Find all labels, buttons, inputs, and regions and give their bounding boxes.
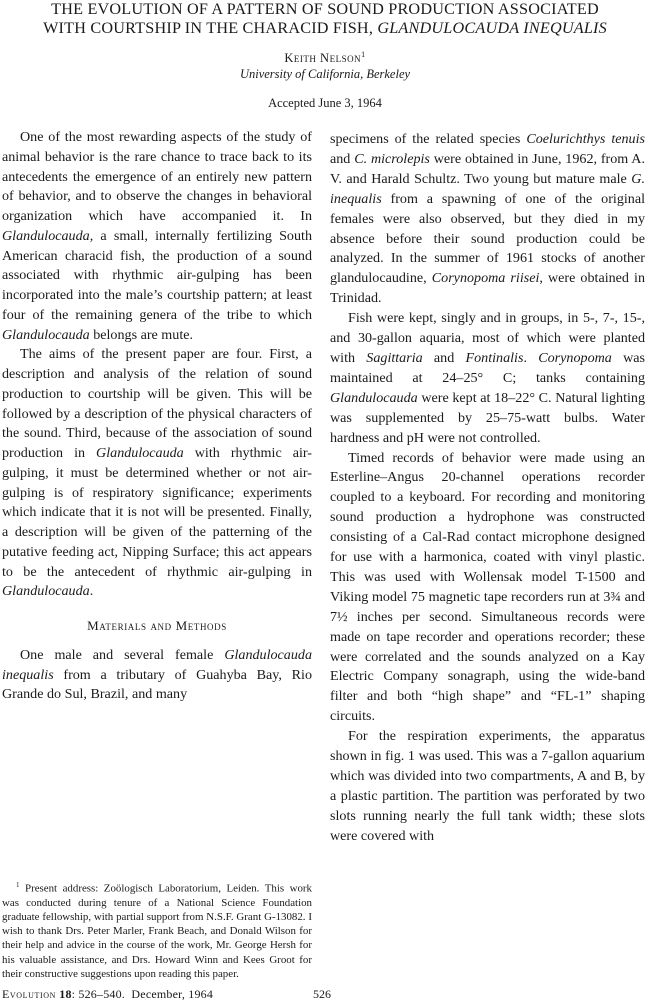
text-run: One male and several female xyxy=(20,646,225,663)
italic-run: Glandulocauda xyxy=(330,389,418,406)
text-run: . xyxy=(523,349,539,366)
footnote-text xyxy=(2,878,312,981)
italic-run: Glandulocauda inequalis xyxy=(2,646,312,683)
text-run: The aims of the present paper are four. First, a description and analysis of the relation of sound production to courtship will be given. This will be followed by a description of the physical characters of the sound. Third, because of the association of sound production in xyxy=(2,346,312,461)
text-run: was maintained at 24–25° C; tanks containing xyxy=(330,349,645,386)
page-number: 526 xyxy=(313,987,331,1001)
methods-paragraph-2 xyxy=(330,309,645,448)
italic-run: Glandulocauda xyxy=(96,445,184,461)
italic-run: Corynopoma riisei xyxy=(431,270,540,287)
text-run: . xyxy=(89,583,94,600)
intro-paragraph-1 xyxy=(2,128,312,345)
italic-run: G. inequalis xyxy=(330,170,645,207)
text-run: and xyxy=(422,349,466,366)
italic-run: Corynopoma xyxy=(538,349,612,366)
methods-paragraph-1 xyxy=(2,646,312,705)
text-run: and xyxy=(330,150,355,167)
author-footnote-mark: 1 xyxy=(361,50,366,59)
text-run: Present address: Zoölogisch Laboratorium, Leiden. This work was conducted during tenure of a National Science Foundation graduate fellowship, with partial support from N.S.F. Grant G-13082. I wish to thank Drs. Peter Marler, Frank Beach, and Donald Wilson for their help and advice in the course of the work, Mr. George Hersh for his valuable assistance, and Drs. Howard Winn and Kees Groot for their constructive suggestions upon reading this paper. xyxy=(2,882,312,980)
text-run: , were obtained in Trinidad. xyxy=(330,270,645,307)
methods-paragraph-3: Timed records of behavior were made using an Esterline–Angus 20-channel operations recorder coupled to a keyboard. For recording and monitoring sound production a hydrophone was constructed consisting of a Cal-Rad contact microphone designed for use with a harmonica, coated with vinyl plastic. This was used with Wollensak model T-1500 and Viking model 75 magnetic tape recorders run at 3¾ and 7½ inches per second. Simultaneous records were made on tape recorder and operations recorder; these were correlated and the sounds analyzed on a Kay Electric Company sonagraph, using the wide-band filter and both “high shape” and “FL-1” shaping circuits. xyxy=(330,449,645,725)
text-run: One of the most rewarding aspects of the study of animal behavior is the rare chance to trace back to its antecedents the emergence of an entirely new pattern of behavior, and to observe the changes in behavioral organization which have accompanied it. In xyxy=(2,129,312,224)
text-run: , a small, internally fertilizing South American characid fish, the production of a sound associated with rhythmic air-gulping has been incorporated into the male’s courtship pattern; at least four of the remaining genera of the tribe to which xyxy=(2,227,312,323)
text-run: belongs are mute. xyxy=(89,326,194,343)
author-name: Keith Nelson xyxy=(284,51,362,66)
journal-date: December, 1964 xyxy=(131,987,214,1001)
right-column xyxy=(330,130,645,847)
author-line xyxy=(0,50,650,66)
paper-title xyxy=(0,0,650,38)
section-heading-methods: Materials and Methods xyxy=(87,618,227,633)
italic-run: Fontinalis xyxy=(465,349,524,366)
text-run: were obtained in June, 1962, from A. V. and Harald Schultz. Two young but mature male xyxy=(330,150,645,187)
title-line-2 xyxy=(0,19,650,38)
title-line-2-text: WITH COURTSHIP IN THE CHARACID FISH, xyxy=(43,19,378,37)
italic-run: Coelurichthys tenuis xyxy=(526,131,645,147)
italic-run: Sagittaria xyxy=(366,349,423,366)
title-line-1: THE EVOLUTION OF A PATTERN OF SOUND PRODUCTION ASSOCIATED xyxy=(51,0,599,18)
italic-run: C. microlepis xyxy=(354,150,430,167)
text-run: Fish were kept, singly and in groups, in 5-, 7-, 15-, and 30-gallon aquaria, most of which were planted with xyxy=(330,310,645,366)
author-affiliation: University of California, Berkeley xyxy=(239,67,411,81)
left-column xyxy=(2,128,312,705)
text-run: with rhythmic air-gulping, it must be determined whether or not air-gulping is of respiratory significance; experiments which indicate that it is not will be presented. Finally, a description will be given of the patterning of the putative feeding act, Nipping Surface; this act appears to be the antecedent of rhythmic air-gulping in xyxy=(2,445,312,580)
footnote xyxy=(2,878,312,981)
text-run: from a tributary of Guahyba Bay, Rio Grande do Sul, Brazil, and many xyxy=(2,666,312,703)
intro-paragraph-2 xyxy=(2,345,312,602)
footnote-mark: 1 xyxy=(16,881,20,889)
text-run: specimens of the related species xyxy=(330,131,527,147)
methods-paragraph-1-continued xyxy=(330,130,645,309)
journal-citation xyxy=(2,987,213,1002)
italic-run: Glandulocauda xyxy=(2,583,90,600)
italic-run: Glandulocauda xyxy=(2,326,90,343)
methods-paragraph-4: For the respiration experiments, the apparatus shown in fig. 1 was used. This was a 7-gallon aquarium which was divided into two compartments, A and B, by a plastic partition. The partition was perforated by two slots running nearly the full tank width; these slots were covered with xyxy=(330,728,645,844)
title-species-name: GLANDULOCAUDA INEQUALIS xyxy=(377,19,607,37)
journal-volume: 18 xyxy=(59,987,72,1001)
journal-name: Evolution xyxy=(2,987,57,1001)
text-run: were kept at 18–22° C. Natural lighting was supplemented by 25–75-watt bulbs. Water hardness and pH were not controlled. xyxy=(330,389,645,446)
text-run: from a spawning of one of the original females were also observed, but they died in my absence before their sound production could be analyzed. In the summer of 1961 stocks of another glandulocaudine, xyxy=(330,190,645,287)
journal-pages: : 526–540. xyxy=(71,987,126,1001)
italic-run: Glandulocauda xyxy=(2,227,90,244)
accepted-date: Accepted June 3, 1964 xyxy=(268,96,382,110)
